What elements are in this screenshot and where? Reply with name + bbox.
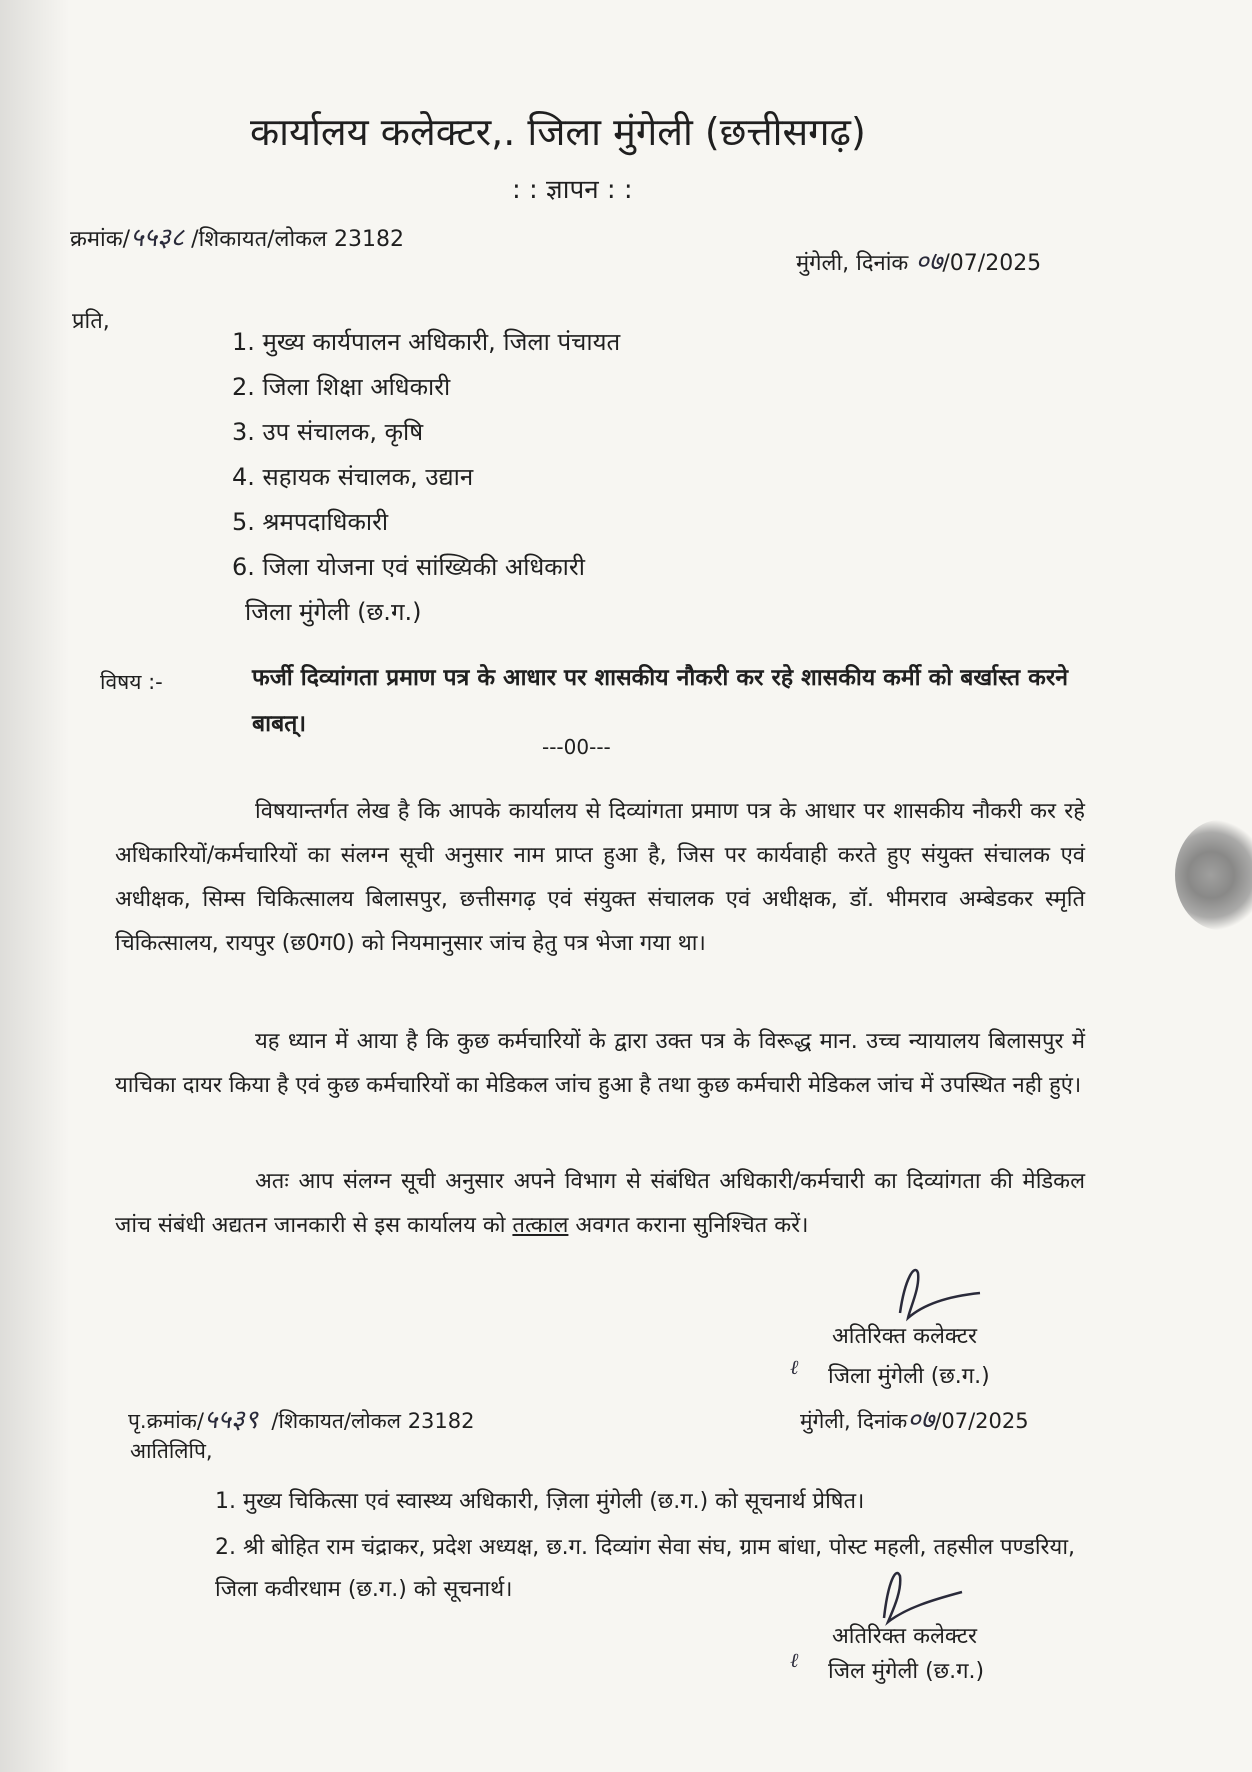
copy-date-prefix: मुंगेली, दिनांक bbox=[800, 1409, 908, 1433]
recipient-item: 2. जिला शिक्षा अधिकारी bbox=[232, 373, 451, 401]
signature1-designation: अतिरिक्त कलेक्टर bbox=[832, 1324, 977, 1349]
reference-suffix: /शिकायत/लोकल 23182 bbox=[191, 227, 404, 252]
signature1-district: जिला मुंगेली (छ.ग.) bbox=[828, 1364, 990, 1389]
copy-reference-number bbox=[128, 1400, 475, 1436]
body-paragraph-2: यह ध्यान में आया है कि कुछ कर्मचारियों के द्वारा उक्त पत्र के विरूद्ध मान. उच्च न्यायालय बिलासपुर में याचिका दायर किया है एवं कुछ कर्मचारियों का मेडिकल जांच हुआ है तथा कुछ कर्मचारी मेडिकल जांच में उपस्थित नही हुएं। bbox=[115, 1029, 1085, 1098]
copy-reference-date bbox=[800, 1400, 1029, 1436]
page-edge-shadow bbox=[0, 0, 70, 1772]
body-paragraph-1: विषयान्तर्गत लेख है कि आपके कार्यालय से दिव्यांगता प्रमाण पत्र के आधार पर शासकीय नौकरी कर रहे अधिकारियों/कर्मचारियों का संलग्न सूची अनुसार नाम प्राप्त हुआ है, जिस पर कार्यवाही करते हुए संयुक्त संचालक एवं अधीक्षक, सिम्स चिकित्सालय बिलासपुर, छत्तीसगढ़ एवं संयुक्त संचालक एवं अधीक्षक, डॉ. भीमराव अम्बेडकर स्मृति चिकित्सालय, रायपुर (छ0ग0) को नियमानुसार जांच हेतु पत्र भेजा गया था। bbox=[115, 799, 1085, 956]
initial-mark-2: ℓ bbox=[790, 1648, 799, 1672]
memo-heading: : : ज्ञापन : : bbox=[512, 175, 633, 205]
para3-underlined: तत्काल bbox=[512, 1213, 569, 1238]
subject-text: फर्जी दिव्यांगता प्रमाण पत्र के आधार पर शासकीय नौकरी कर रहे शासकीय कर्मी को बर्खास्त करने बाबत्। bbox=[252, 665, 1068, 737]
copy-item-2: 2. श्री बोहित राम चंद्राकर, प्रदेश अध्यक्ष, छ.ग. दिव्यांग सेवा संघ, ग्राम बांधा, पोस्ट महली, तहसील पण्डरिया, जिला कवीरधाम (छ.ग.) को सूचनार्थ। bbox=[215, 1535, 1076, 1602]
reference-prefix: क्रमांक/ bbox=[70, 227, 131, 252]
reference-number-handwritten: ५५३८ bbox=[130, 223, 185, 253]
signature2-district: जिल मुंगेली (छ.ग.) bbox=[828, 1659, 985, 1684]
signature2-designation: अतिरिक्त कलेक्टर bbox=[832, 1624, 977, 1649]
recipients-label: प्रति, bbox=[72, 309, 110, 334]
copy-label: आतिलिपि, bbox=[130, 1439, 213, 1463]
recipient-item: 1. मुख्य कार्यपालन अधिकारी, जिला पंचायत bbox=[232, 328, 621, 356]
date-suffix: /07/2025 bbox=[942, 251, 1042, 276]
body-paragraph-3 bbox=[115, 1160, 1085, 1248]
recipient-item: 3. उप संचालक, कृषि bbox=[232, 418, 424, 446]
stamp-mark bbox=[1175, 820, 1252, 930]
reference-date bbox=[796, 242, 1041, 278]
para3-text-before: अतः आप संलग्न सूची अनुसार अपने विभाग से संबंधित अधिकारी/कर्मचारी का दिव्यांगता की मेडिकल जांच संबंधी अद्यतन जानकारी से इस कार्यालय को bbox=[115, 1169, 1085, 1238]
date-handwritten: ०७ bbox=[915, 247, 943, 277]
copy-reference-suffix: /शिकायत/लोकल 23182 bbox=[271, 1409, 475, 1433]
office-title: कार्यालय कलेक्टर,. जिला मुंगेली (छत्तीसगढ़) bbox=[250, 110, 866, 154]
separator: ---00--- bbox=[542, 735, 611, 759]
initial-mark-1: ℓ bbox=[790, 1355, 799, 1379]
copy-date-handwritten: ०७ bbox=[907, 1405, 935, 1435]
copy-reference-prefix: पृ.क्रमांक/ bbox=[128, 1409, 204, 1433]
recipients-district: जिला मुंगेली (छ.ग.) bbox=[245, 598, 422, 626]
copy-item-1: 1. मुख्य चिकित्सा एवं स्वास्थ्य अधिकारी, ज़िला मुंगेली (छ.ग.) को सूचनार्थ प्रेषित। bbox=[215, 1489, 865, 1514]
reference-number bbox=[70, 218, 404, 254]
recipient-item: 5. श्रमपदाधिकारी bbox=[232, 508, 389, 536]
para3-text-after: अवगत कराना सुनिश्चित करें। bbox=[568, 1213, 809, 1238]
copy-date-suffix: /07/2025 bbox=[934, 1409, 1029, 1433]
subject-label: विषय :- bbox=[100, 670, 163, 694]
copy-number-handwritten: ५५३९ bbox=[203, 1405, 259, 1435]
recipient-item: 6. जिला योजना एवं सांख्यिकी अधिकारी bbox=[232, 553, 585, 581]
signature-scrawl-1 bbox=[880, 1258, 990, 1328]
recipient-item: 4. सहायक संचालक, उद्यान bbox=[232, 463, 474, 491]
date-prefix: मुंगेली, दिनांक bbox=[796, 251, 909, 276]
